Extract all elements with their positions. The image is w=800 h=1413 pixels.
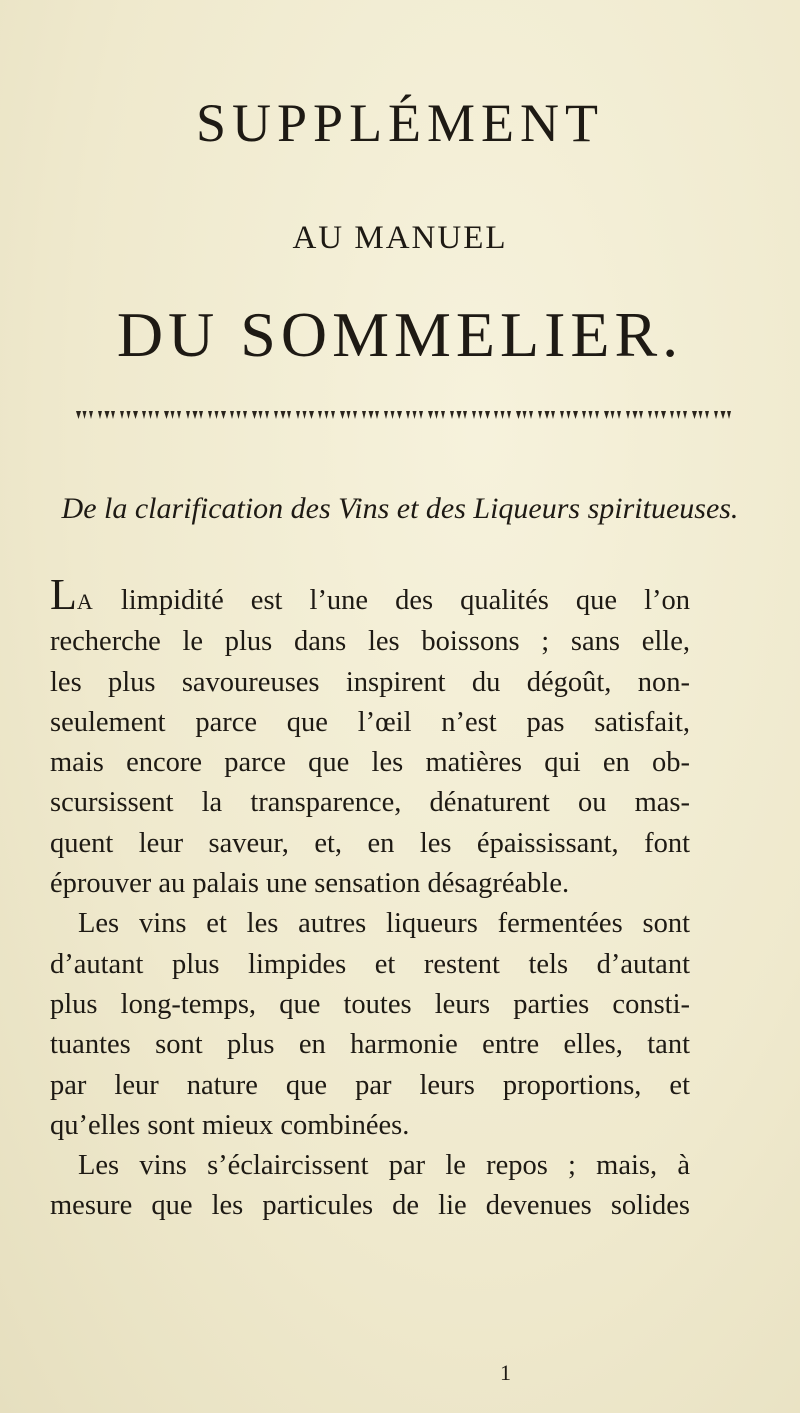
rule-mark	[677, 411, 681, 419]
rule-mark	[177, 411, 181, 419]
rule-mark	[259, 411, 263, 419]
rule-mark	[648, 411, 652, 419]
rule-mark	[83, 411, 87, 419]
rule-mark	[457, 411, 462, 419]
rule-mark	[419, 411, 423, 419]
rule-mark	[472, 411, 476, 419]
rule-mark	[479, 411, 483, 419]
rule-mark	[252, 411, 257, 419]
body-line-16: mesure que les particules de lie devenues solides	[50, 1190, 690, 1222]
rule-mark	[375, 411, 379, 419]
section-subtitle: De la clarification des Vins et des Liqueurs spiritueuses.	[61, 492, 739, 525]
rule-mark	[406, 411, 410, 419]
rule-mark	[670, 411, 674, 419]
rule-mark	[111, 411, 115, 419]
rule-mark	[683, 411, 687, 419]
rule-mark	[551, 411, 555, 419]
rule-mark	[274, 411, 278, 419]
rule-mark	[545, 411, 550, 419]
rule-mark	[221, 411, 226, 419]
rule-mark	[98, 411, 102, 419]
rule-mark	[692, 411, 697, 419]
body-line-10: d’autant plus limpides et restent tels d’autant	[50, 948, 690, 980]
rule-mark	[353, 411, 357, 419]
body-line-12: tuantes sont plus en harmonie entre elles, tant	[50, 1029, 690, 1061]
rule-mark	[89, 411, 93, 419]
rule-mark	[369, 411, 374, 419]
drop-cap: L	[50, 570, 77, 619]
drop-cap-rest: A	[76, 589, 94, 614]
signature-mark: 1	[500, 1360, 511, 1385]
rule-mark	[441, 411, 445, 419]
rule-mark	[237, 411, 241, 419]
rule-mark	[296, 411, 300, 419]
rule-mark	[391, 411, 395, 419]
rule-mark	[265, 411, 269, 419]
rule-mark	[661, 411, 666, 419]
rule-mark	[727, 411, 731, 419]
rule-mark	[639, 411, 643, 419]
rule-mark	[589, 411, 593, 419]
body-line-15: Les vins s’éclaircissent par le repos ; mais, à	[78, 1150, 690, 1182]
body-line-text: limpidité est l’une des qualités que l’on	[120, 585, 690, 616]
rule-mark	[721, 411, 726, 419]
rule-mark	[208, 411, 212, 419]
rule-mark	[595, 411, 599, 419]
body-line-1	[50, 570, 690, 622]
rule-mark	[120, 411, 124, 419]
title-au-manuel: AU MANUEL	[292, 220, 508, 256]
rule-mark	[105, 411, 110, 419]
rule-mark	[617, 411, 621, 419]
rule-mark	[560, 411, 564, 419]
rule-mark	[142, 411, 146, 419]
body-line-8: éprouver au palais une sensation désagréable.	[50, 868, 570, 900]
rule-mark	[215, 411, 219, 419]
rule-mark	[287, 411, 291, 419]
rule-mark	[573, 411, 578, 419]
body-line-2: recherche le plus dans les boissons ; sans elle,	[50, 626, 690, 658]
rule-mark	[501, 411, 505, 419]
rule-mark	[127, 411, 131, 419]
rule-mark	[428, 411, 433, 419]
rule-mark	[133, 411, 138, 419]
rule-mark	[331, 411, 335, 419]
body-line-14: qu’elles sont mieux combinées.	[50, 1109, 410, 1141]
rule-mark	[611, 411, 615, 419]
rule-mark	[582, 411, 586, 419]
body-line-7: quent leur saveur, et, en les épaississant, font	[50, 827, 690, 859]
rule-mark	[699, 411, 703, 419]
rule-mark	[463, 411, 467, 419]
rule-mark	[567, 411, 571, 419]
body-line-9: Les vins et les autres liqueurs fermentées sont	[78, 908, 690, 940]
rule-mark	[318, 411, 322, 419]
rule-mark	[494, 411, 498, 419]
rule-mark	[362, 411, 366, 419]
rule-mark	[384, 411, 388, 419]
rule-mark	[523, 411, 527, 419]
rule-mark	[714, 411, 718, 419]
rule-mark	[538, 411, 542, 419]
rule-mark	[164, 411, 169, 419]
body-line-5: mais encore parce que les matières qui en ob-	[50, 747, 690, 779]
body-line-6: scursissent la transparence, dénaturent ou mas-	[50, 787, 690, 819]
rule-mark	[604, 411, 609, 419]
body-line-3: les plus savoureuses inspirent du dégoût, non-	[50, 666, 690, 698]
rule-mark	[309, 411, 314, 419]
rule-mark	[397, 411, 402, 419]
body-text	[50, 570, 690, 1227]
rule-mark	[230, 411, 234, 419]
rule-mark	[193, 411, 198, 419]
rule-mark	[171, 411, 175, 419]
rule-mark	[450, 411, 454, 419]
body-line-11: plus long-temps, que toutes leurs parties consti-	[50, 988, 690, 1020]
rule-mark	[186, 411, 190, 419]
ornamental-rule	[74, 408, 734, 422]
rule-mark	[347, 411, 351, 419]
body-line-13: par leur nature que par leurs proportions, et	[50, 1069, 690, 1101]
rule-mark	[155, 411, 159, 419]
rule-mark	[529, 411, 533, 419]
rule-mark	[199, 411, 203, 419]
rule-mark	[705, 411, 709, 419]
rule-mark	[516, 411, 521, 419]
rule-mark	[655, 411, 659, 419]
rule-mark	[633, 411, 638, 419]
rule-mark	[325, 411, 329, 419]
body-line-4: seulement parce que l’œil n’est pas satisfait,	[50, 706, 690, 738]
rule-mark	[507, 411, 511, 419]
title-du-sommelier: DU SOMMELIER.	[116, 299, 684, 370]
rule-mark	[149, 411, 153, 419]
rule-mark	[413, 411, 417, 419]
title-supplement: SUPPLÉMENT	[195, 93, 605, 153]
rule-mark	[281, 411, 286, 419]
rule-mark	[243, 411, 247, 419]
rule-mark	[435, 411, 439, 419]
rule-mark	[76, 411, 81, 419]
rule-mark	[626, 411, 630, 419]
rule-mark	[340, 411, 345, 419]
rule-mark	[303, 411, 307, 419]
rule-mark	[485, 411, 490, 419]
